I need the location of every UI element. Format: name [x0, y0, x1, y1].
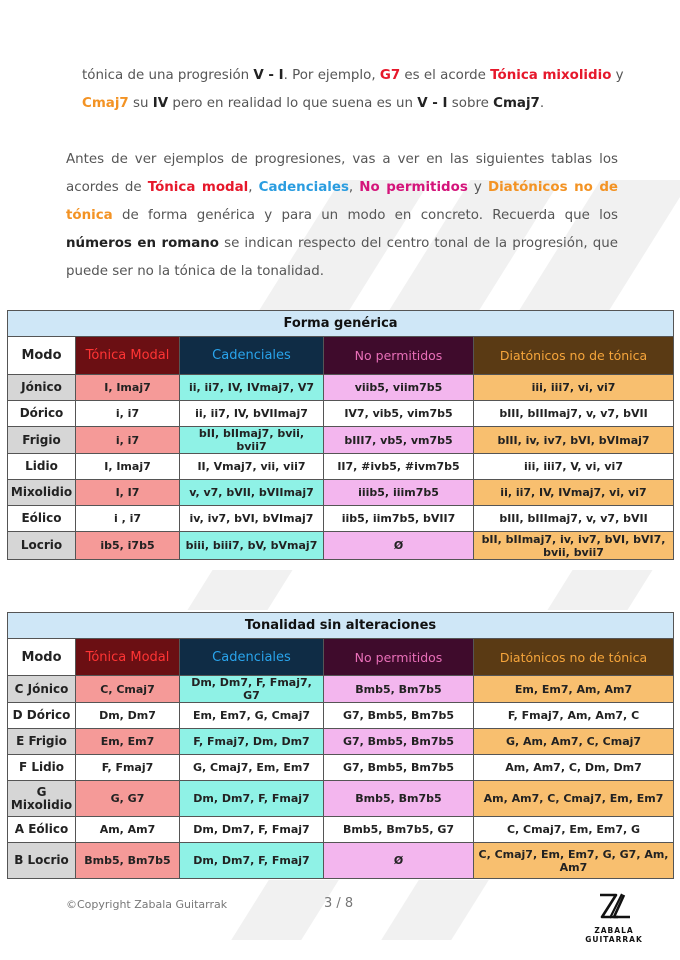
- chord-g7: G7: [379, 68, 401, 83]
- explanation-line-4: [66, 230, 618, 258]
- table-row: [8, 532, 674, 560]
- diatonicos-cell: bIII, iv, iv7, bVI, bVImaj7: [474, 427, 674, 454]
- tonica-cell: Bmb5, Bm7b5: [76, 843, 180, 879]
- intro-paragraph: [82, 62, 642, 118]
- mode-cell: Mixolidio: [8, 480, 76, 506]
- diatonicos-cell: C, Cmaj7, Em, Em7, G: [474, 817, 674, 843]
- text: ,: [348, 180, 360, 195]
- text: es el acorde: [400, 68, 491, 83]
- text: ,: [248, 180, 259, 195]
- mode-cell: Lidio: [8, 454, 76, 480]
- no-permitidos-cell: Ø: [324, 843, 474, 879]
- table-row: [8, 480, 674, 506]
- background-stripe: [231, 880, 338, 940]
- table-row: [8, 676, 674, 703]
- tonica-cell: G, G7: [76, 781, 180, 817]
- no-permitidos-cell: bIII7, vb5, vm7b5: [324, 427, 474, 454]
- diatonicos-cell: ii, ii7, IV, IVmaj7, vi, vi7: [474, 480, 674, 506]
- cadenciales-cell: Em, Em7, G, Cmaj7: [180, 703, 324, 729]
- chord-cmaj7: Cmaj7: [82, 96, 129, 111]
- page-number: 3 / 8: [324, 896, 354, 911]
- tonica-cell: i , i7: [76, 506, 180, 532]
- tonica-cell: i, i7: [76, 427, 180, 454]
- table-row: [8, 427, 674, 454]
- explanation-line-2: [66, 174, 618, 202]
- header-cadenciales: Cadenciales: [180, 639, 324, 676]
- text: pero en realidad lo que suena es un: [168, 96, 418, 111]
- zl-logo-icon: [594, 892, 634, 920]
- copyright: ©Copyright Zabala Guitarrak: [66, 898, 228, 911]
- intro-line-1: [82, 62, 642, 90]
- header-no-permitidos: No permitidos: [324, 337, 474, 375]
- mode-cell: A Eólico: [8, 817, 76, 843]
- cadenciales-cell: ii, ii7, IV, bVIImaj7: [180, 401, 324, 427]
- background-stripe: [381, 880, 488, 940]
- diatonicos-cell: Em, Em7, Am, Am7: [474, 676, 674, 703]
- text: de forma genérica y para un modo en concreto. Recuerda que los: [112, 208, 618, 223]
- table-row: [8, 401, 674, 427]
- cadenciales-cell: G, Cmaj7, Em, Em7: [180, 755, 324, 781]
- no-permitidos-cell: iib5, iim7b5, bVII7: [324, 506, 474, 532]
- no-permitidos-cell: IV7, vib5, vim7b5: [324, 401, 474, 427]
- mode-cell: F Lidio: [8, 755, 76, 781]
- explanation-paragraph: [66, 146, 618, 286]
- tonica-cell: F, Fmaj7: [76, 755, 180, 781]
- header-cadenciales: Cadenciales: [180, 337, 324, 375]
- roman-v-i: V - I: [417, 96, 448, 111]
- table-row: [8, 843, 674, 879]
- no-permitidos-cell: G7, Bmb5, Bm7b5: [324, 729, 474, 755]
- table-row: [8, 454, 674, 480]
- cadenciales-cell: Dm, Dm7, F, Fmaj7: [180, 781, 324, 817]
- text: se indican respecto del centro tonal de la progresión, que: [219, 236, 618, 251]
- table-row: [8, 703, 674, 729]
- diatonicos-cell: Am, Am7, C, Cmaj7, Em, Em7: [474, 781, 674, 817]
- diatonicos-cell: iii, iii7, vi, vi7: [474, 375, 674, 401]
- text: y: [467, 180, 488, 195]
- brand-logo: [566, 892, 662, 942]
- table-body: [8, 375, 674, 560]
- header-no-permitidos: No permitidos: [324, 639, 474, 676]
- header-tonica-modal: Tónica Modal: [76, 337, 180, 375]
- tonica-cell: Em, Em7: [76, 729, 180, 755]
- header-modo: Modo: [8, 337, 76, 375]
- no-permitidos-cell: Ø: [324, 532, 474, 560]
- table-row: [8, 729, 674, 755]
- explanation-line-1: Antes de ver ejemplos de progresiones, vas a ver en las siguientes tablas los: [66, 152, 618, 167]
- text: .: [539, 96, 545, 111]
- cadenciales-term: Cadenciales: [258, 180, 349, 195]
- text: tónica de una progresión: [82, 68, 254, 83]
- table-title: Tonalidad sin alteraciones: [8, 613, 674, 639]
- header-tonica-modal: Tónica Modal: [76, 639, 180, 676]
- text: y: [611, 68, 624, 83]
- mode-cell: Eólico: [8, 506, 76, 532]
- tonica-mixolidio-term: Tónica mixolidio: [490, 68, 612, 83]
- table-row: [8, 781, 674, 817]
- diatonicos-cell: bIII, bIIImaj7, v, v7, bVII: [474, 401, 674, 427]
- tonica-cell: I, Imaj7: [76, 454, 180, 480]
- cadenciales-cell: Dm, Dm7, F, Fmaj7, G7: [180, 676, 324, 703]
- cadenciales-cell: F, Fmaj7, Dm, Dm7: [180, 729, 324, 755]
- text: su: [128, 96, 153, 111]
- roman-iv: IV: [152, 96, 169, 111]
- cadenciales-cell: ii, ii7, IV, IVmaj7, V7: [180, 375, 324, 401]
- cadenciales-cell: II, Vmaj7, vii, vii7: [180, 454, 324, 480]
- diatonicos-cell: F, Fmaj7, Am, Am7, C: [474, 703, 674, 729]
- text: . Por ejemplo,: [283, 68, 380, 83]
- roman-v-i: V - I: [253, 68, 284, 83]
- generic-form-table: [7, 310, 674, 560]
- no-permitidos-cell: G7, Bmb5, Bm7b5: [324, 703, 474, 729]
- no-permitidos-cell: Bmb5, Bm7b5, G7: [324, 817, 474, 843]
- tonica-cell: ib5, i7b5: [76, 532, 180, 560]
- cadenciales-cell: v, v7, bVII, bVIImaj7: [180, 480, 324, 506]
- tonica-modal-term: Tónica modal: [147, 180, 249, 195]
- table-body: [8, 676, 674, 879]
- diatonicos-term: Diatónicos no de: [487, 180, 618, 195]
- text: acordes de: [66, 180, 148, 195]
- tonica-cell: i, i7: [76, 401, 180, 427]
- cadenciales-cell: iv, iv7, bVI, bVImaj7: [180, 506, 324, 532]
- tonica-cell: Am, Am7: [76, 817, 180, 843]
- header-modo: Modo: [8, 639, 76, 676]
- diatonicos-cell: C, Cmaj7, Em, Em7, G, G7, Am, Am7: [474, 843, 674, 879]
- text: sobre: [447, 96, 494, 111]
- cadenciales-cell: bII, bIImaj7, bvii, bvii7: [180, 427, 324, 454]
- cadenciales-cell: Dm, Dm7, F, Fmaj7: [180, 843, 324, 879]
- intro-line-2: [82, 90, 642, 118]
- no-permitidos-term: No permitidos: [359, 180, 468, 195]
- logo-text: ZABALA GUITARRAK: [585, 926, 643, 944]
- tonica-cell: I, Imaj7: [76, 375, 180, 401]
- mode-cell: G Mixolidio: [8, 781, 76, 817]
- cadenciales-cell: biii, biii7, bV, bVmaj7: [180, 532, 324, 560]
- header-diatonicos: Diatónicos no de tónica: [474, 337, 674, 375]
- diatonicos-cell: G, Am, Am7, C, Cmaj7: [474, 729, 674, 755]
- no-permitidos-cell: II7, #ivb5, #ivm7b5: [324, 454, 474, 480]
- explanation-line-3: [66, 202, 618, 230]
- diatonicos-cell: bII, bIImaj7, iv, iv7, bVI, bVI7, bvii, bvii7: [474, 532, 674, 560]
- diatonicos-cell: bIII, bIIImaj7, v, v7, bVII: [474, 506, 674, 532]
- mode-cell: B Locrio: [8, 843, 76, 879]
- mode-cell: C Jónico: [8, 676, 76, 703]
- mode-cell: D Dórico: [8, 703, 76, 729]
- chord-cmaj7: Cmaj7: [493, 96, 540, 111]
- explanation-line-5: puede ser no la tónica de la tonalidad.: [66, 264, 325, 279]
- table-title: Forma genérica: [8, 311, 674, 337]
- background-stripe: [188, 570, 293, 610]
- numeros-romano-term: números en romano: [66, 236, 220, 251]
- no-permitidos-cell: Bmb5, Bm7b5: [324, 676, 474, 703]
- mode-cell: Frigio: [8, 427, 76, 454]
- tonica-cell: C, Cmaj7: [76, 676, 180, 703]
- header-diatonicos: Diatónicos no de tónica: [474, 639, 674, 676]
- table-row: [8, 506, 674, 532]
- tonica-cell: I, I7: [76, 480, 180, 506]
- mode-cell: Jónico: [8, 375, 76, 401]
- diatonicos-cell: Am, Am7, C, Dm, Dm7: [474, 755, 674, 781]
- no-permitidos-cell: Bmb5, Bm7b5: [324, 781, 474, 817]
- diatonicos-term-cont: tónica: [66, 208, 113, 223]
- table-row: [8, 755, 674, 781]
- no-permitidos-cell: iiib5, iiim7b5: [324, 480, 474, 506]
- no-permitidos-cell: viib5, viim7b5: [324, 375, 474, 401]
- no-alterations-table: [7, 612, 674, 879]
- mode-cell: Dórico: [8, 401, 76, 427]
- background-stripe: [548, 570, 653, 610]
- mode-cell: E Frigio: [8, 729, 76, 755]
- cadenciales-cell: Dm, Dm7, F, Fmaj7: [180, 817, 324, 843]
- tonica-cell: Dm, Dm7: [76, 703, 180, 729]
- table-row: [8, 375, 674, 401]
- no-permitidos-cell: G7, Bmb5, Bm7b5: [324, 755, 474, 781]
- diatonicos-cell: iii, iii7, V, vi, vi7: [474, 454, 674, 480]
- table-row: [8, 817, 674, 843]
- mode-cell: Locrio: [8, 532, 76, 560]
